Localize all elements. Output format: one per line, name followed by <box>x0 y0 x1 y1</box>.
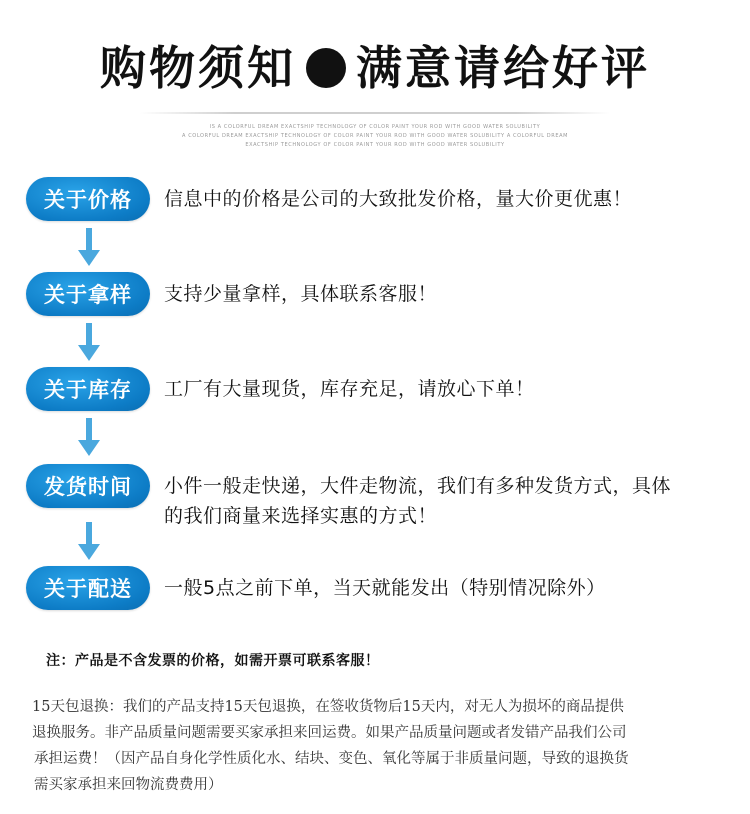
down-arrow-icon <box>78 323 100 361</box>
step-sample-badge: 关于拿样 <box>26 272 150 316</box>
step-price-text <box>164 177 632 214</box>
step-stock-badge: 关于库存 <box>26 367 150 411</box>
step-sample-text <box>164 272 437 309</box>
step-sample <box>26 272 726 316</box>
title-divider <box>140 112 610 114</box>
step-delivery-text-line: 一般5点之前下单，当天就能发出（特别情况除外） <box>164 577 606 599</box>
return-policy-line-1: 15天包退换：我们的产品支持15天包退换，在签收货物后15天内，对无人为损坏的商品提供 <box>32 699 624 715</box>
step-price-text-line: 信息中的价格是公司的大致批发价格，量大价更优惠！ <box>164 188 633 210</box>
step-shipping-time-badge: 发货时间 <box>26 464 150 508</box>
return-policy <box>32 694 722 798</box>
down-arrow-icon <box>78 522 100 560</box>
down-arrow-icon <box>78 418 100 456</box>
step-shipping-time-text <box>164 464 671 531</box>
invoice-note: 注：产品是不含发票的价格，如需开票可联系客服！ <box>46 653 380 669</box>
step-stock-text-line: 工厂有大量现货，库存充足，请放心下单！ <box>164 378 535 400</box>
step-delivery <box>26 566 726 610</box>
step-delivery-badge: 关于配送 <box>26 566 150 610</box>
step-shipping-time-text-line-2: 的我们商量来选择实惠的方式！ <box>164 505 438 527</box>
title-separator-dot-icon <box>306 48 346 88</box>
tagline-line-1: IS A COLORFUL DREAM EXACTSHIP TECHNOLOGY OF COLOR PAINT YOUR ROD WITH GOOD WATER SOLUBILITY <box>209 124 541 130</box>
return-policy-line-3: 承担运费！（因产品自身化学性质化水、结块、变色、氧化等属于非质量问题，导致的退换货 <box>34 751 629 767</box>
step-price <box>26 177 726 221</box>
step-shipping-time <box>26 464 726 531</box>
page-header <box>0 38 750 98</box>
page-title-left: 购物须知 <box>100 41 296 95</box>
tagline-line-3: EXACTSHIP TECHNOLOGY OF COLOR PAINT YOUR ROD WITH GOOD WATER SOLUBILITY <box>245 142 505 148</box>
step-shipping-time-text-line-1: 小件一般走快递，大件走物流，我们有多种发货方式，具体 <box>164 475 672 497</box>
tagline-line-2: A COLORFUL DREAM EXACTSHIP TECHNOLOGY OF COLOR PAINT YOUR ROD WITH GOOD WATER SOLUBILITY A COLORFUL DREAM <box>181 133 569 139</box>
step-stock-text <box>164 367 535 404</box>
return-policy-line-2: 退换服务。非产品质量问题需要买家承担来回运费。如果产品质量问题或者发错产品我们公司 <box>32 725 627 741</box>
step-sample-text-line: 支持少量拿样，具体联系客服！ <box>164 283 438 305</box>
page-title-right: 满意请给好评 <box>356 41 650 95</box>
step-price-badge: 关于价格 <box>26 177 150 221</box>
step-delivery-text <box>164 566 606 603</box>
step-stock <box>26 367 726 411</box>
return-policy-line-4: 需买家承担来回物流费费用） <box>34 777 223 793</box>
down-arrow-icon <box>78 228 100 266</box>
